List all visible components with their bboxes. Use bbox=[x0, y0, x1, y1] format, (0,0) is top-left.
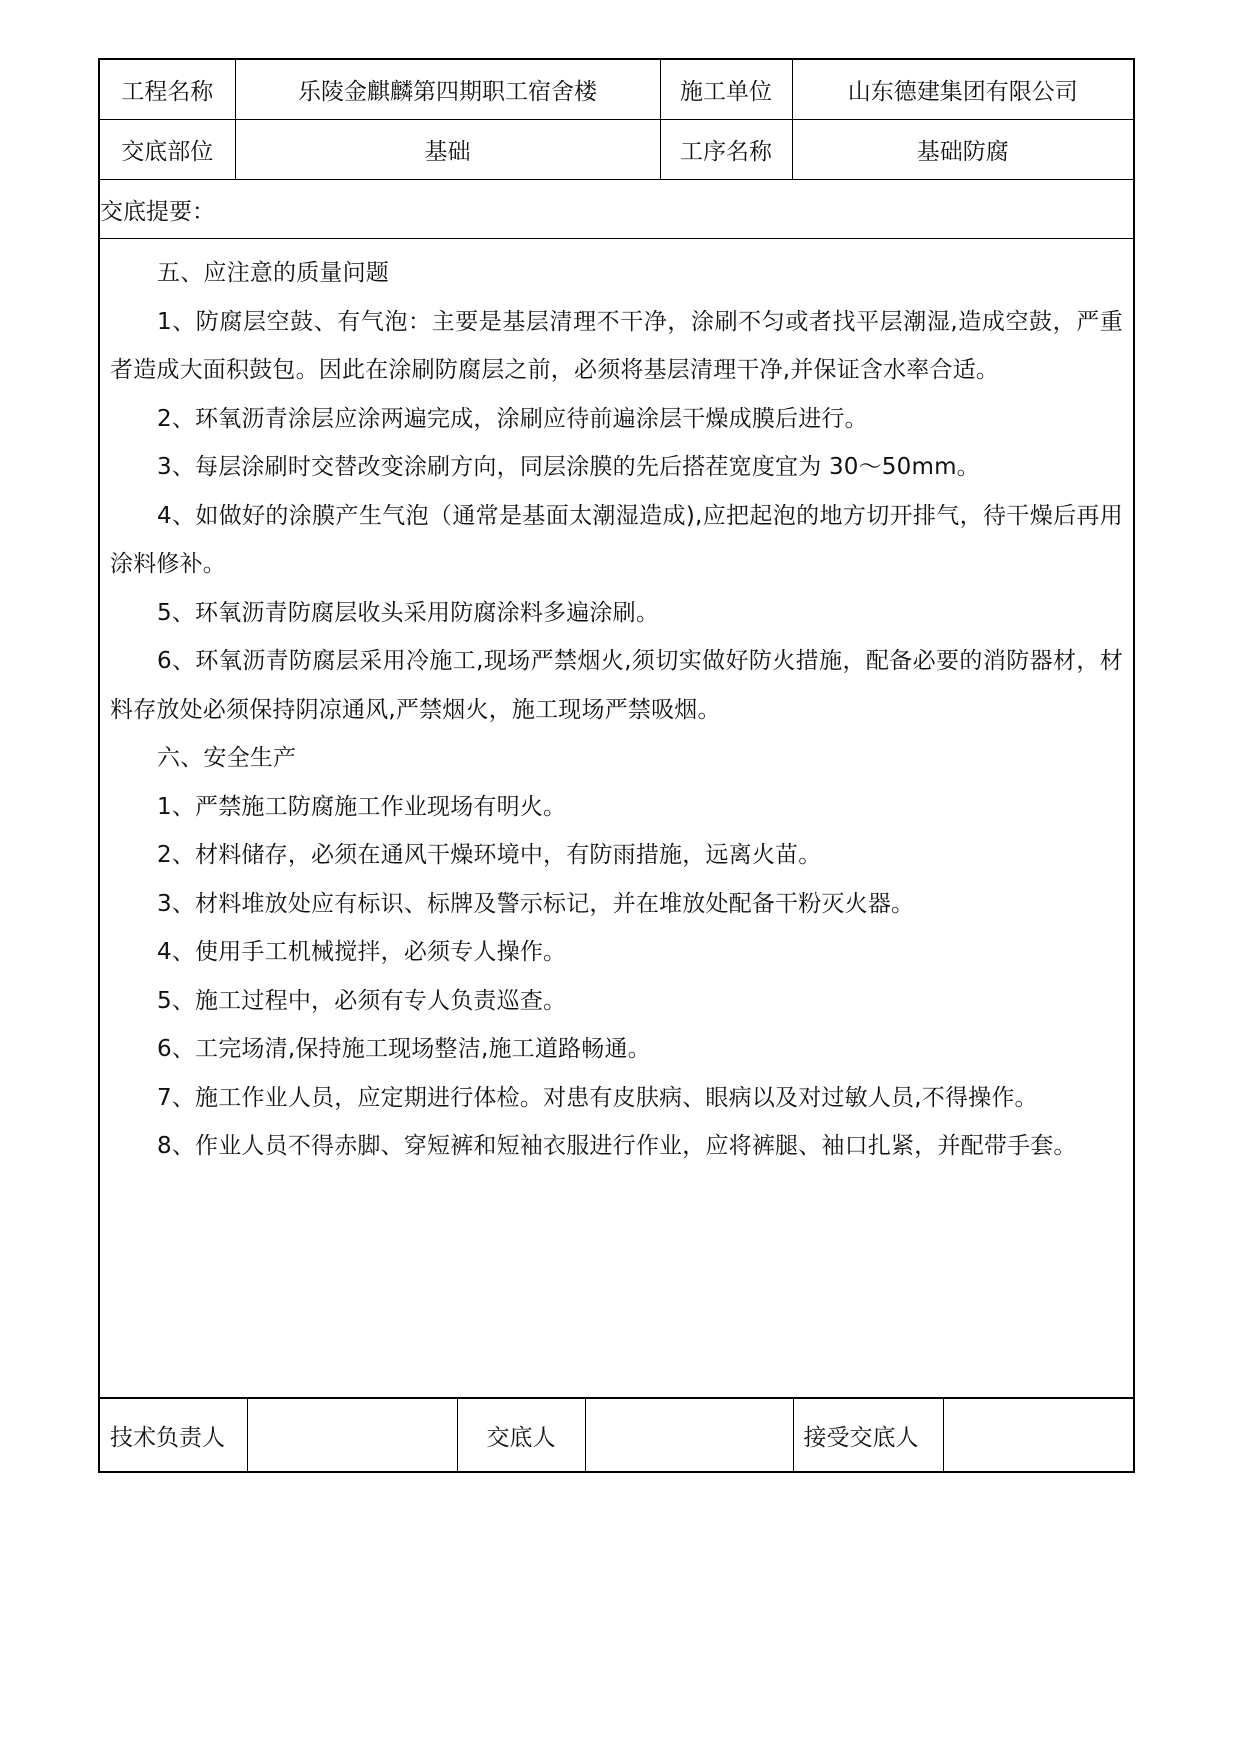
section-heading-safety: 六、安全生产 bbox=[157, 745, 297, 771]
tech-lead-signature[interactable] bbox=[247, 1398, 457, 1472]
discloser-signature[interactable] bbox=[585, 1398, 793, 1472]
discloser-label: 交底人 bbox=[457, 1398, 585, 1472]
body-paragraph: 6、环氧沥青防腐层采用冷施工,现场严禁烟火,须切实做好防火措施，配备必要的消防器材，材料存放处必须保持阴凉通风,严禁烟火，施工现场严禁吸烟。 bbox=[110, 648, 1123, 723]
body-paragraph: 2、环氧沥青涂层应涂两遍完成，涂刷应待前遍涂层干燥成膜后进行。 bbox=[157, 405, 868, 432]
body-paragraph: 7、施工作业人员，应定期进行体检。对患有皮肤病、眼病以及对过敏人员,不得操作。 bbox=[157, 1084, 1038, 1111]
disclosure-body bbox=[99, 239, 1134, 1399]
summary-row bbox=[99, 180, 1134, 239]
disclosure-part-value: 基础 bbox=[235, 120, 660, 180]
body-paragraph: 1、防腐层空鼓、有气泡：主要是基层清理不干净，涂刷不匀或者找平层潮湿,造成空鼓，严重者造成大面积鼓包。因此在涂刷防腐层之前，必须将基层清理干净,并保证含水率合适。 bbox=[110, 308, 1123, 383]
project-name-value: 乐陵金麒麟第四期职工宿舍楼 bbox=[235, 59, 660, 120]
header-row-1 bbox=[99, 59, 1134, 120]
body-paragraph: 1、严禁施工防腐施工作业现场有明火。 bbox=[157, 793, 567, 820]
body-paragraph: 8、作业人员不得赤脚、穿短裤和短袖衣服进行作业，应将裤腿、袖口扎紧，并配带手套。 bbox=[157, 1133, 1077, 1159]
receiver-signature[interactable] bbox=[943, 1398, 1134, 1472]
body-paragraph: 4、使用手工机械搅拌，必须专人操作。 bbox=[157, 939, 567, 965]
process-name-label: 工序名称 bbox=[660, 120, 792, 180]
project-name-label: 工程名称 bbox=[99, 59, 235, 120]
body-paragraph: 5、环氧沥青防腐层收头采用防腐涂料多遍涂刷。 bbox=[157, 599, 660, 626]
contractor-value: 山东德建集团有限公司 bbox=[792, 59, 1134, 120]
body-paragraph: 3、每层涂刷时交替改变涂刷方向，同层涂膜的先后搭茬宽度宜为 30～50mm。 bbox=[157, 454, 980, 480]
summary-label: 交底提要： bbox=[99, 180, 1134, 239]
body-paragraph: 6、工完场清,保持施工现场整洁,施工道路畅通。 bbox=[157, 1036, 651, 1062]
header-row-2 bbox=[99, 120, 1134, 180]
contractor-label: 施工单位 bbox=[660, 59, 792, 120]
tech-lead-label: 技术负责人 bbox=[99, 1398, 247, 1472]
signature-row bbox=[99, 1398, 1134, 1472]
body-paragraph: 4、如做好的涂膜产生气泡（通常是基面太潮湿造成),应把起泡的地方切开排气，待干燥后再用涂料修补。 bbox=[110, 502, 1123, 577]
body-paragraph: 2、材料储存，必须在通风干燥环境中，有防雨措施，远离火苗。 bbox=[157, 842, 822, 868]
disclosure-form bbox=[98, 58, 1133, 1473]
process-name-value: 基础防腐 bbox=[792, 120, 1134, 180]
body-paragraph: 5、施工过程中，必须有专人负责巡查。 bbox=[157, 987, 567, 1014]
body-paragraph: 3、材料堆放处应有标识、标牌及警示标记，并在堆放处配备干粉灭火器。 bbox=[157, 890, 915, 917]
disclosure-part-label: 交底部位 bbox=[99, 120, 235, 180]
body-row bbox=[99, 239, 1134, 1399]
section-heading-quality: 五、应注意的质量问题 bbox=[157, 260, 389, 286]
signature-table bbox=[98, 1397, 1135, 1473]
header-table bbox=[98, 58, 1135, 1399]
receiver-label: 接受交底人 bbox=[793, 1398, 943, 1472]
